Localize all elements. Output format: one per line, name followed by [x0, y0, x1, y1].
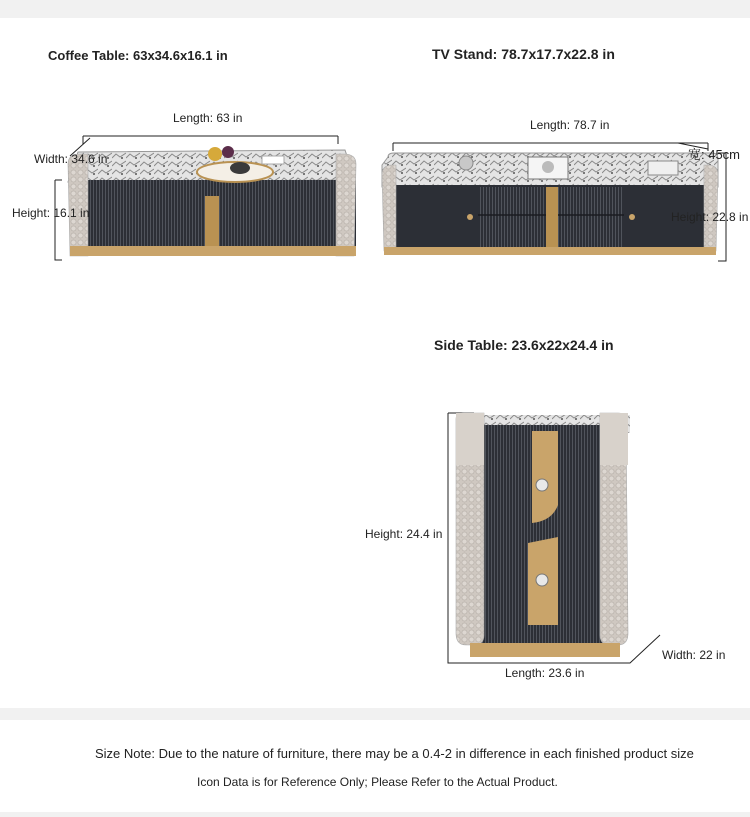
side-table-illustration: [440, 405, 670, 675]
side-table-width-label: Width: 22 in: [662, 648, 726, 662]
tv-stand-depth-label: 宽: 45cm: [688, 147, 741, 162]
height-dimension-line: [55, 180, 62, 260]
side-table-title: Side Table: 23.6x22x24.4 in: [434, 337, 614, 353]
tv-stand-length-label: Length: 78.7 in: [530, 118, 610, 132]
side-table-length-label: Length: 23.6 in: [505, 666, 585, 680]
coffee-table-illustration: [0, 120, 360, 280]
reference-note-text: Icon Data is for Reference Only; Please Refer to the Actual Product.: [197, 775, 558, 789]
coffee-table-width-label: Width: 34.6 in: [34, 152, 108, 166]
size-note-text: Size Note: Due to the nature of furniture, there may be a 0.4-2 in difference in each finished product size: [95, 746, 694, 761]
tv-stand-height-label: Height: 22.8 in: [671, 210, 749, 224]
size-note-panel: [0, 720, 750, 812]
height-dimension-line: [718, 153, 726, 261]
coffee-table-title: Coffee Table: 63x34.6x16.1 in: [48, 48, 228, 63]
side-table-height-label: Height: 24.4 in: [365, 527, 443, 541]
coffee-table-height-label: Height: 16.1 in: [12, 206, 90, 220]
tv-stand-title: TV Stand: 78.7x17.7x22.8 in: [432, 46, 615, 62]
coffee-table-length-label: Length: 63 in: [173, 111, 243, 125]
length-dimension-line: [83, 136, 338, 144]
length-dimension-line: [393, 143, 708, 151]
